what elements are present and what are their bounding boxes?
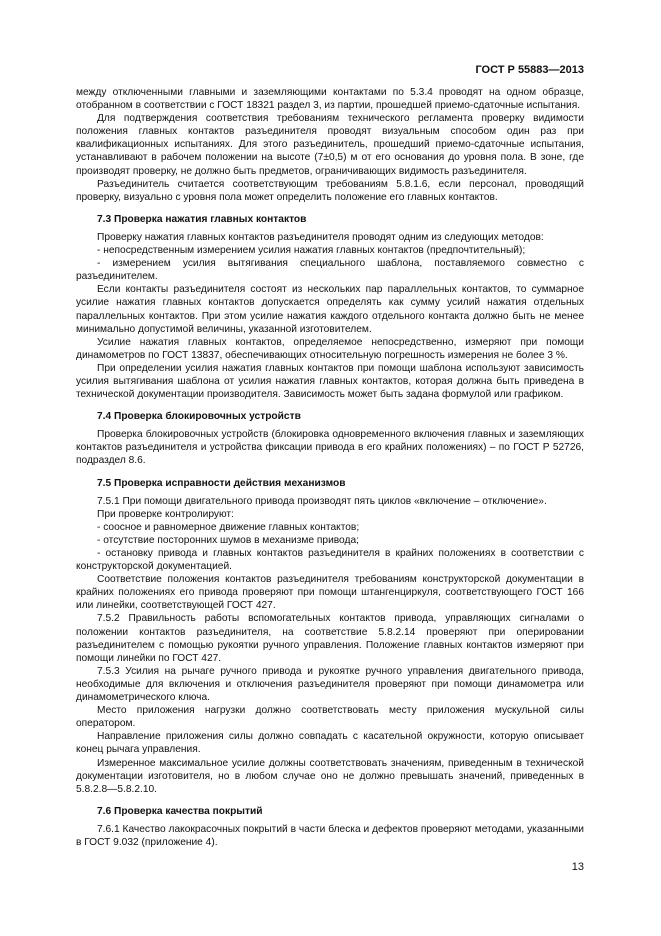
body-paragraph: 7.5.2 Правильность работы вспомогательных контактов привода, управляющих сигналами о положении контактов разъединителя, на соответствие 5.8.2.14 проверяют при оперировании разъединителем с помощью рукоятки ручного управления. Положение главных контактов измеряют при помощи линейки по ГОСТ 427. (76, 613, 584, 664)
body-paragraph: 7.5.3 Усилия на рычаге ручного привода и рукоятке ручного управления двигательного привода, необходимые для включения и отключения разъединителя проверяют при помощи динамометра или динамометрического ключа. (76, 665, 584, 704)
body-paragraph: Проверку нажатия главных контактов разъединителя проводят одним из следующих методов: (97, 231, 544, 243)
body-paragraph: - отсутствие посторонних шумов в механизме привода; (97, 534, 359, 546)
section-heading: 7.3 Проверка нажатия главных контактов (97, 213, 307, 225)
body-paragraph: 7.5.1 При помощи двигательного привода производят пять циклов «включение – отключение». (97, 495, 547, 507)
body-paragraph: Измеренное максимальное усилие должны соответствовать значениям, приведенным в технической документации изготовителя, но в любом случае оно не должно превышать значений, приведенных в 5.8.2.8—5.8.2.10. (76, 757, 584, 795)
body-paragraph: При определении усилия нажатия главных контактов при помощи шаблона используют зависимость усилия вытягивания шаблона от усилия нажатия главных контактов, которая должна быть приведена в технической документации производителя. Зависимость может быть задана формулой или графиком. (76, 362, 584, 401)
body-paragraph: Место приложения нагрузки должно соответствовать месту приложения мускульной силы оператором. (76, 705, 584, 730)
document-id-header: ГОСТ Р 55883—2013 (475, 64, 584, 76)
body-paragraph: 7.6.1 Качество лакокрасочных покрытий в части блеска и дефектов проверяют методами, указанными в ГОСТ 9.032 (приложение 4). (76, 823, 584, 848)
body-paragraph: Проверка блокировочных устройств (блокировка одновременного включения главных и заземляющих контактов разъединителя и устройства фиксации привода в его крайних положениях) – по ГОСТ Р 52726, подраздел 8.6. (76, 429, 584, 467)
body-paragraph: При проверке контролируют: (97, 508, 234, 520)
body-paragraph: Для подтверждения соответствия требованиям технического регламента проверку видимости положения главных контактов разъединителя проводят визуальным способом один раз при квалификационных испытаниях. Для этого разъединитель, прошедший приемо-сдаточные испытания, устанавливают в рабочем положении на высоте (7±0,5) м от его основания до уровня пола. В зоне, где производят проверку, не должно быть предметов, ограничивающих видимость разъединителя. (76, 113, 584, 177)
body-paragraph: Направление приложения силы должно совпадать с касательной окружности, которую описывает конец рычага управления. (76, 731, 584, 756)
body-paragraph: между отключенными главными и заземляющими контактами по 5.3.4 проводят на одном образце, отобранном в соответствии с ГОСТ 18321 раздел 3, из партии, прошедшей приемо-сдаточные испытания. (76, 87, 584, 112)
body-paragraph: - соосное и равномерное движение главных контактов; (97, 521, 360, 533)
section-heading: 7.6 Проверка качества покрытий (97, 805, 263, 817)
body-paragraph: - измерением усилия вытягивания специального шаблона, поставляемого совместно с разъединителем. (76, 258, 584, 283)
body-paragraph: - непосредственным измерением усилия нажатия главных контактов (предпочтительный); (97, 245, 526, 257)
body-paragraph: Усилие нажатия главных контактов, определяемое непосредственно, измеряют при помощи динамометров по ГОСТ 13837, обеспечивающих относительную погрешность измерения не более 3 %. (76, 336, 584, 361)
page-number: 13 (571, 861, 584, 873)
body-paragraph: Соответствие положения контактов разъединителя требованиям конструкторской документации в крайних положениях его привода проверяют при помощи штангенциркуля, соответствующего ГОСТ 166 или линейки, соответствующей ГОСТ 427. (76, 574, 584, 612)
section-heading: 7.5 Проверка исправности действия механизмов (97, 477, 346, 489)
body-paragraph: Разъединитель считается соответствующим требованиям 5.8.1.6, если персонал, проводящий проверку, визуально с уровня пола может определить положение его главных контактов. (76, 178, 584, 203)
body-paragraph: Если контакты разъединителя состоят из нескольких пар параллельных контактов, то суммарное усилие нажатия главных контактов допускается определять как сумму усилий нажатия отдельных параллельных контактов. При этом усилие нажатия каждого отдельного контакта должно быть не менее минимально допустимой величины, указанной изготовителем. (76, 284, 584, 335)
section-heading: 7.4 Проверка блокировочных устройств (97, 411, 301, 423)
body-paragraph: - остановку привода и главных контактов разъединителя в крайних положениях в соответствии с конструкторской документацией. (76, 548, 584, 573)
document-body (76, 86, 584, 849)
